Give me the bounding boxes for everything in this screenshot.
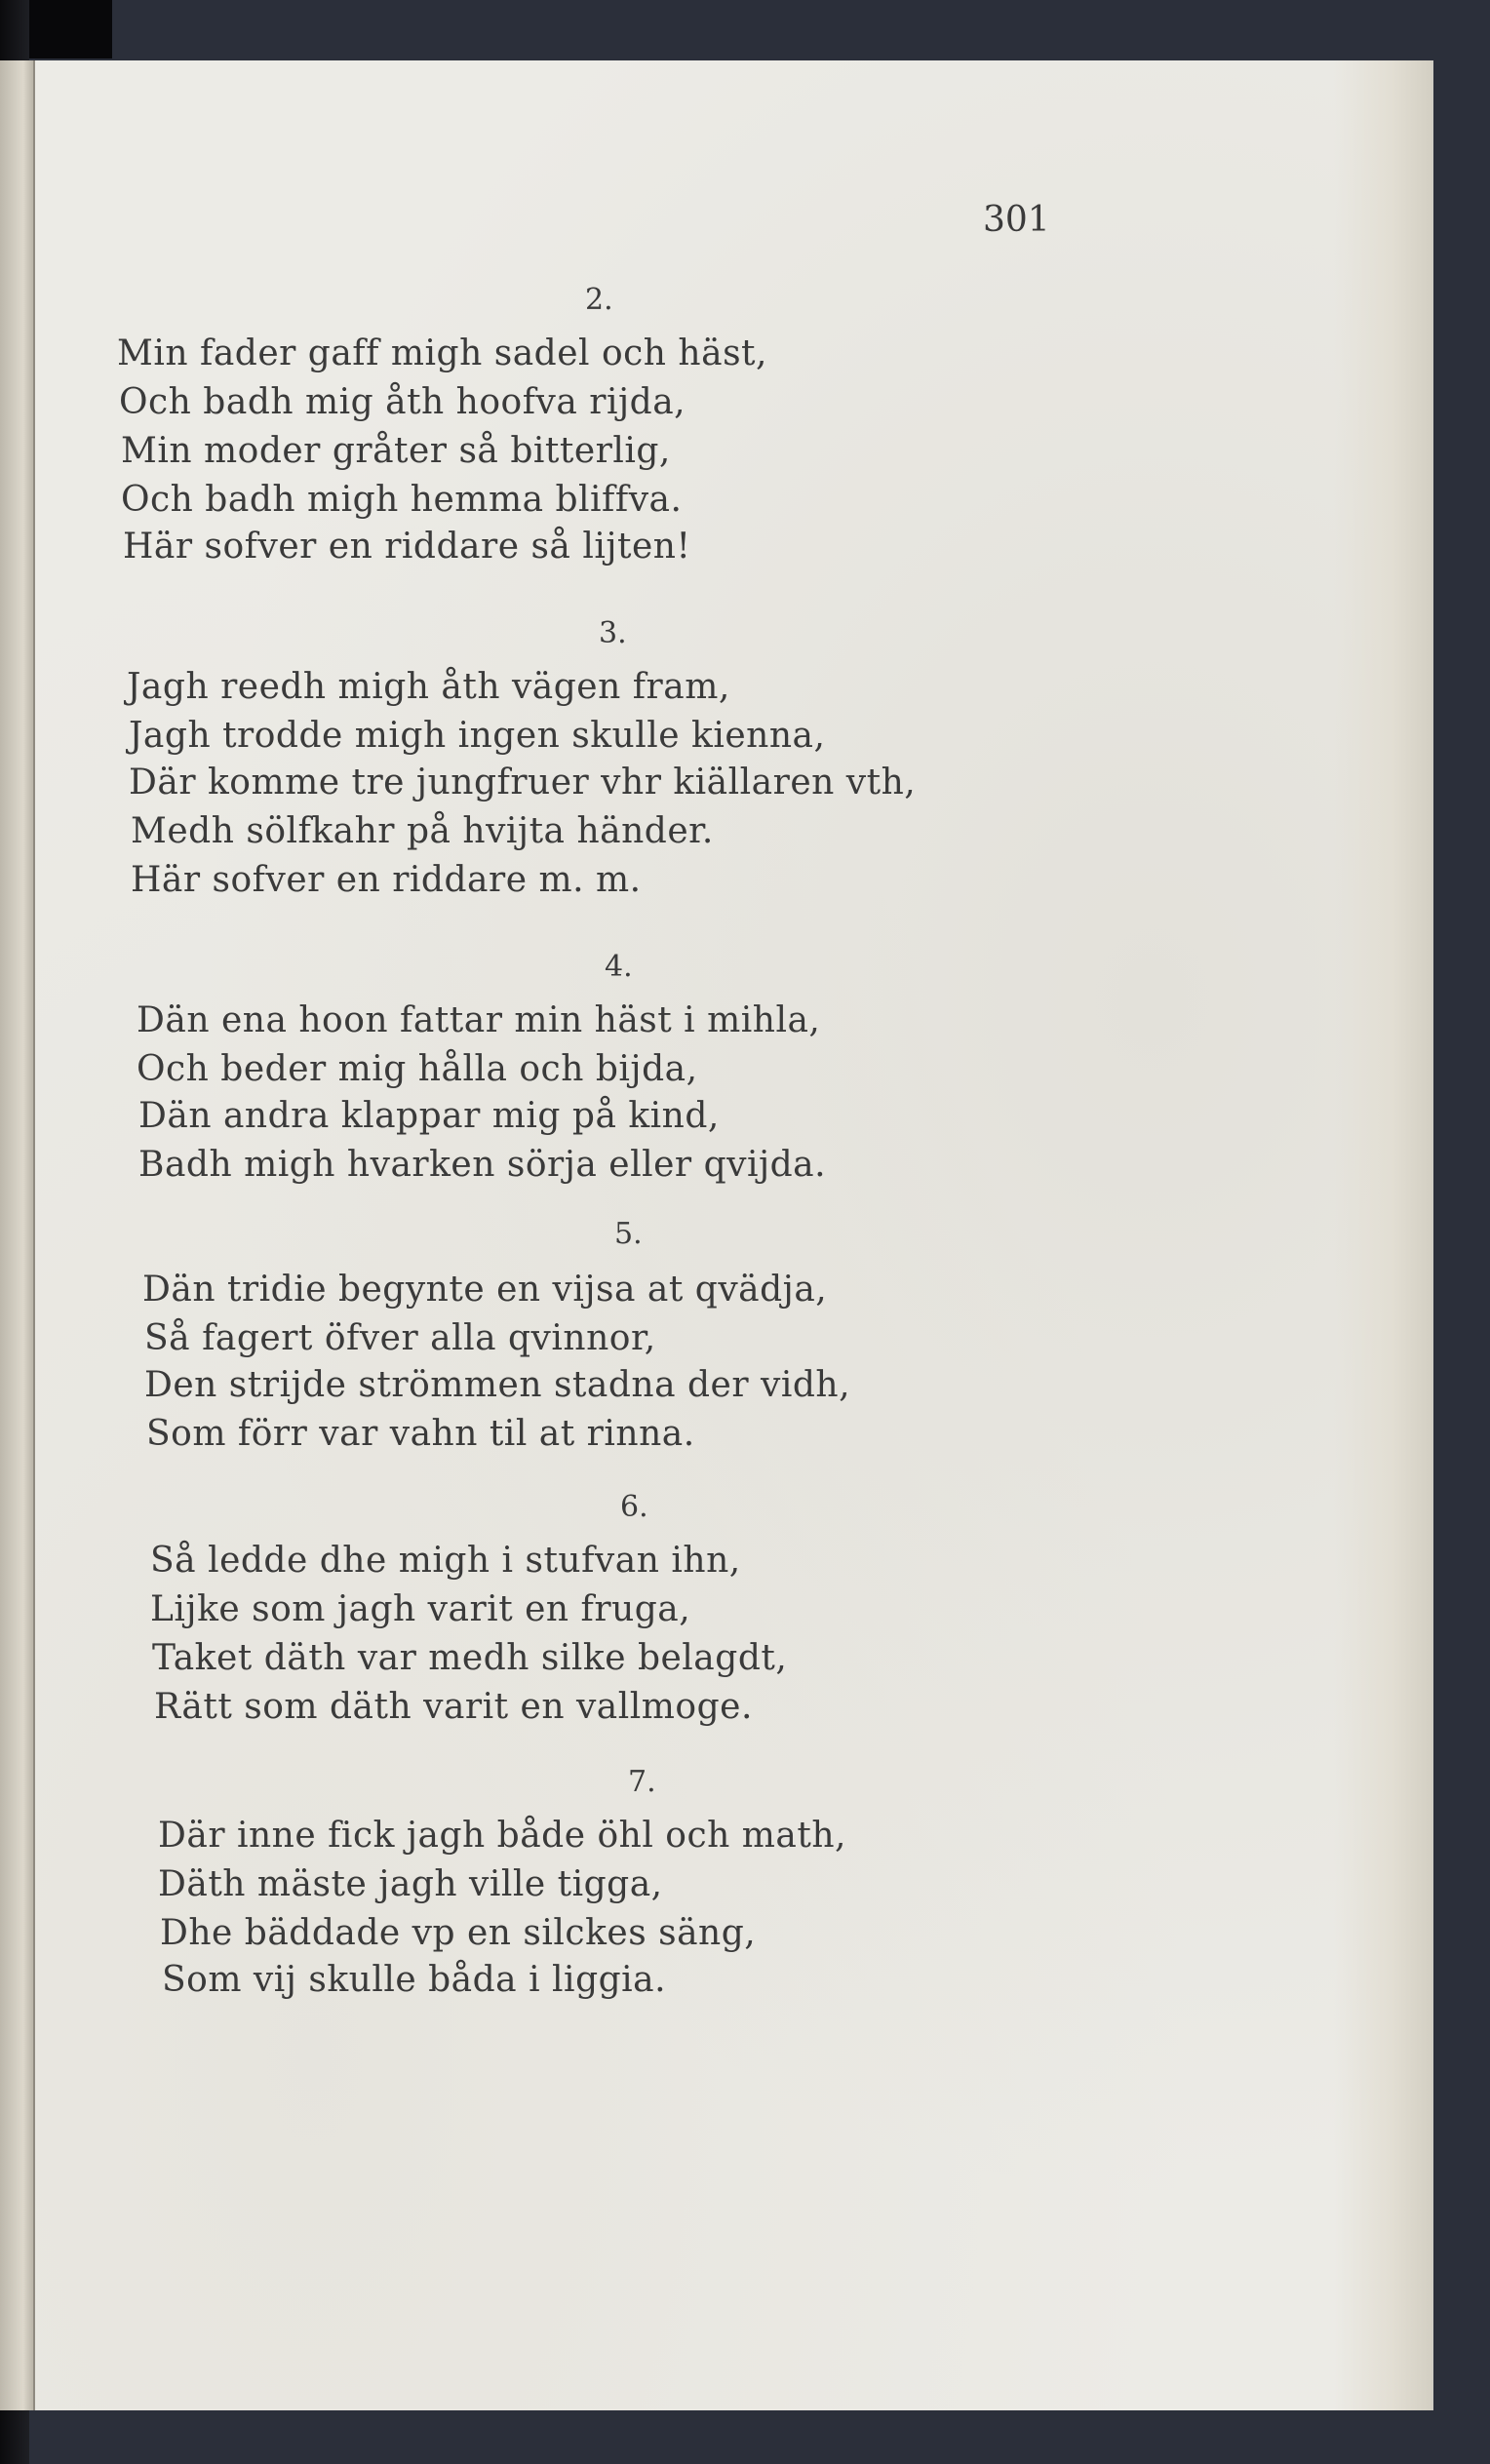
poem-line: Medh sölfkahr på hvijta händer.: [131, 811, 714, 851]
poem-line: Så ledde dhe migh i stufvan ihn,: [150, 1541, 741, 1581]
poem-line: Den strijde strömmen stadna der vidh,: [144, 1365, 851, 1405]
poem-line: Som förr var vahn til at rinna.: [146, 1414, 695, 1454]
poem-line: Dän andra klappar mig på kind,: [138, 1096, 720, 1136]
poem-line: Lijke som jagh varit en fruga,: [150, 1589, 691, 1629]
poem-line: Där inne fick jagh både öhl och math,: [158, 1816, 846, 1856]
stanza-number: 7.: [628, 1765, 656, 1799]
stanza-number: 3.: [599, 616, 627, 650]
poem-line: Dhe bäddade vp en silckes säng,: [160, 1913, 757, 1953]
poem-line: Rätt som däth varit en vallmoge.: [154, 1687, 753, 1727]
poem-line: Så fagert öfver alla qvinnor,: [144, 1318, 656, 1358]
page-number: 301: [983, 200, 1050, 240]
poem-line: Där komme tre jungfruer vhr kiällaren vth,: [129, 763, 917, 802]
poem-line: Som vij skulle båda i liggia.: [162, 1960, 667, 2000]
poem-line: Taket däth var medh silke belagdt,: [152, 1638, 788, 1678]
poem-line: Min moder gråter så bitterlig,: [121, 431, 671, 471]
poem-line: Dän tridie begynte en vijsa at qvädja,: [142, 1270, 828, 1310]
poem-line: Och badh mig åth hoofva rijda,: [119, 382, 686, 422]
stanza-number: 5.: [614, 1217, 643, 1251]
poem-line: Här sofver en riddare så lijten!: [123, 527, 691, 567]
poem-line: Jagh trodde migh ingen skulle kienna,: [129, 716, 826, 756]
poem-line: Här sofver en riddare m. m.: [131, 860, 642, 900]
poem-line: Min fader gaff migh sadel och häst,: [117, 333, 767, 373]
page-right-edge: [1334, 60, 1431, 2410]
previous-page-edge: [0, 60, 35, 2410]
stanza-number: 2.: [585, 283, 613, 317]
poem-line: Jagh reedh migh åth vägen fram,: [127, 667, 730, 707]
stanza-number: 6.: [620, 1490, 648, 1524]
poem-line: Badh migh hvarken sörja eller qvijda.: [138, 1145, 827, 1185]
poem-line: Dän ena hoon fattar min häst i mihla,: [137, 1000, 821, 1040]
poem-line: Och badh migh hemma bliffva.: [121, 480, 683, 520]
poem-line: Och beder mig hålla och bijda,: [137, 1049, 698, 1089]
poem-line: Däth mäste jagh ville tigga,: [158, 1864, 663, 1904]
stanza-number: 4.: [605, 950, 633, 984]
